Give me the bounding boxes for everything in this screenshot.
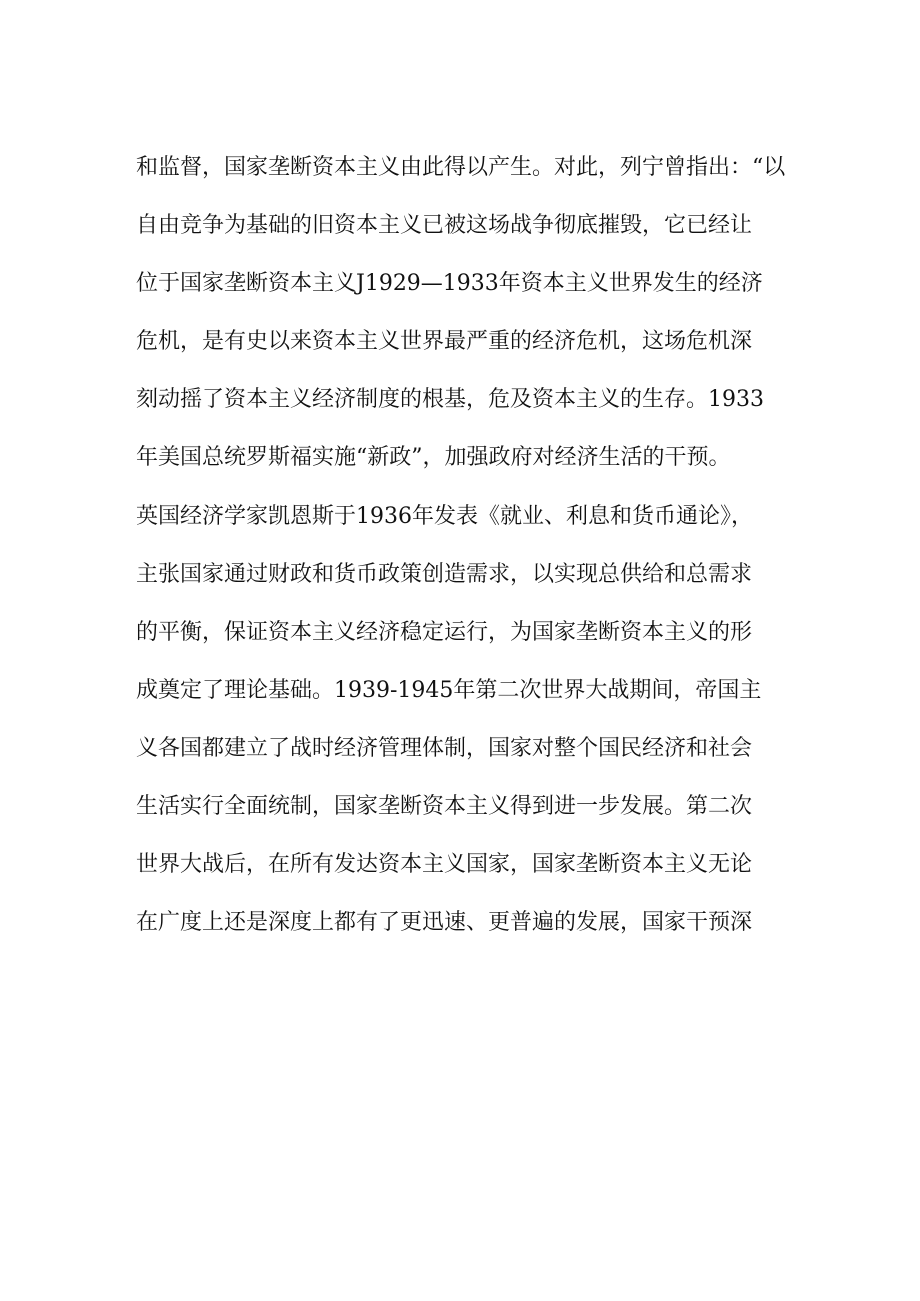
text-line: 生活实行全面统制，国家垄断资本主义得到进一步发展。第二次 [136,794,753,820]
text-line: 危机，是有史以来资本主义世界最严重的经济危机，这场危机深 [136,329,753,355]
text-line: 英国经济学家凯恩斯于1936年发表《就业、利息和货币通论》， [136,503,753,529]
text-line: 自由竞争为基础的旧资本主义已被这场战争彻底摧毁，它已经让 [136,213,753,239]
text-line: 年美国总统罗斯福实施“新政”，加强政府对经济生活的干预。 [136,445,731,471]
text-line: 位于国家垄断资本主义J1929—1933年资本主义世界发生的经济 [136,271,763,297]
body-text [136,146,816,959]
text-line: 刻动摇了资本主义经济制度的根基，危及资本主义的生存。1933 [136,387,764,413]
text-line: 的平衡，保证资本主义经济稳定运行，为国家垄断资本主义的形 [136,619,753,645]
text-line: 主张国家通过财政和货币政策创造需求，以实现总供给和总需求 [136,561,753,587]
text-line: 在广度上还是深度上都有了更迅速、更普遍的发展，国家干预深 [136,910,753,936]
text-line: 和监督，国家垄断资本主义由此得以产生。对此，列宁曾指出：“以 [136,155,786,180]
text-line: 义各国都建立了战时经济管理体制，国家对整个国民经济和社会 [136,735,753,761]
text-line: 世界大战后，在所有发达资本主义国家，国家垄断资本主义无论 [136,852,753,878]
text-line: 成奠定了理论基础。1939-1945年第二次世界大战期间，帝国主 [136,677,762,703]
